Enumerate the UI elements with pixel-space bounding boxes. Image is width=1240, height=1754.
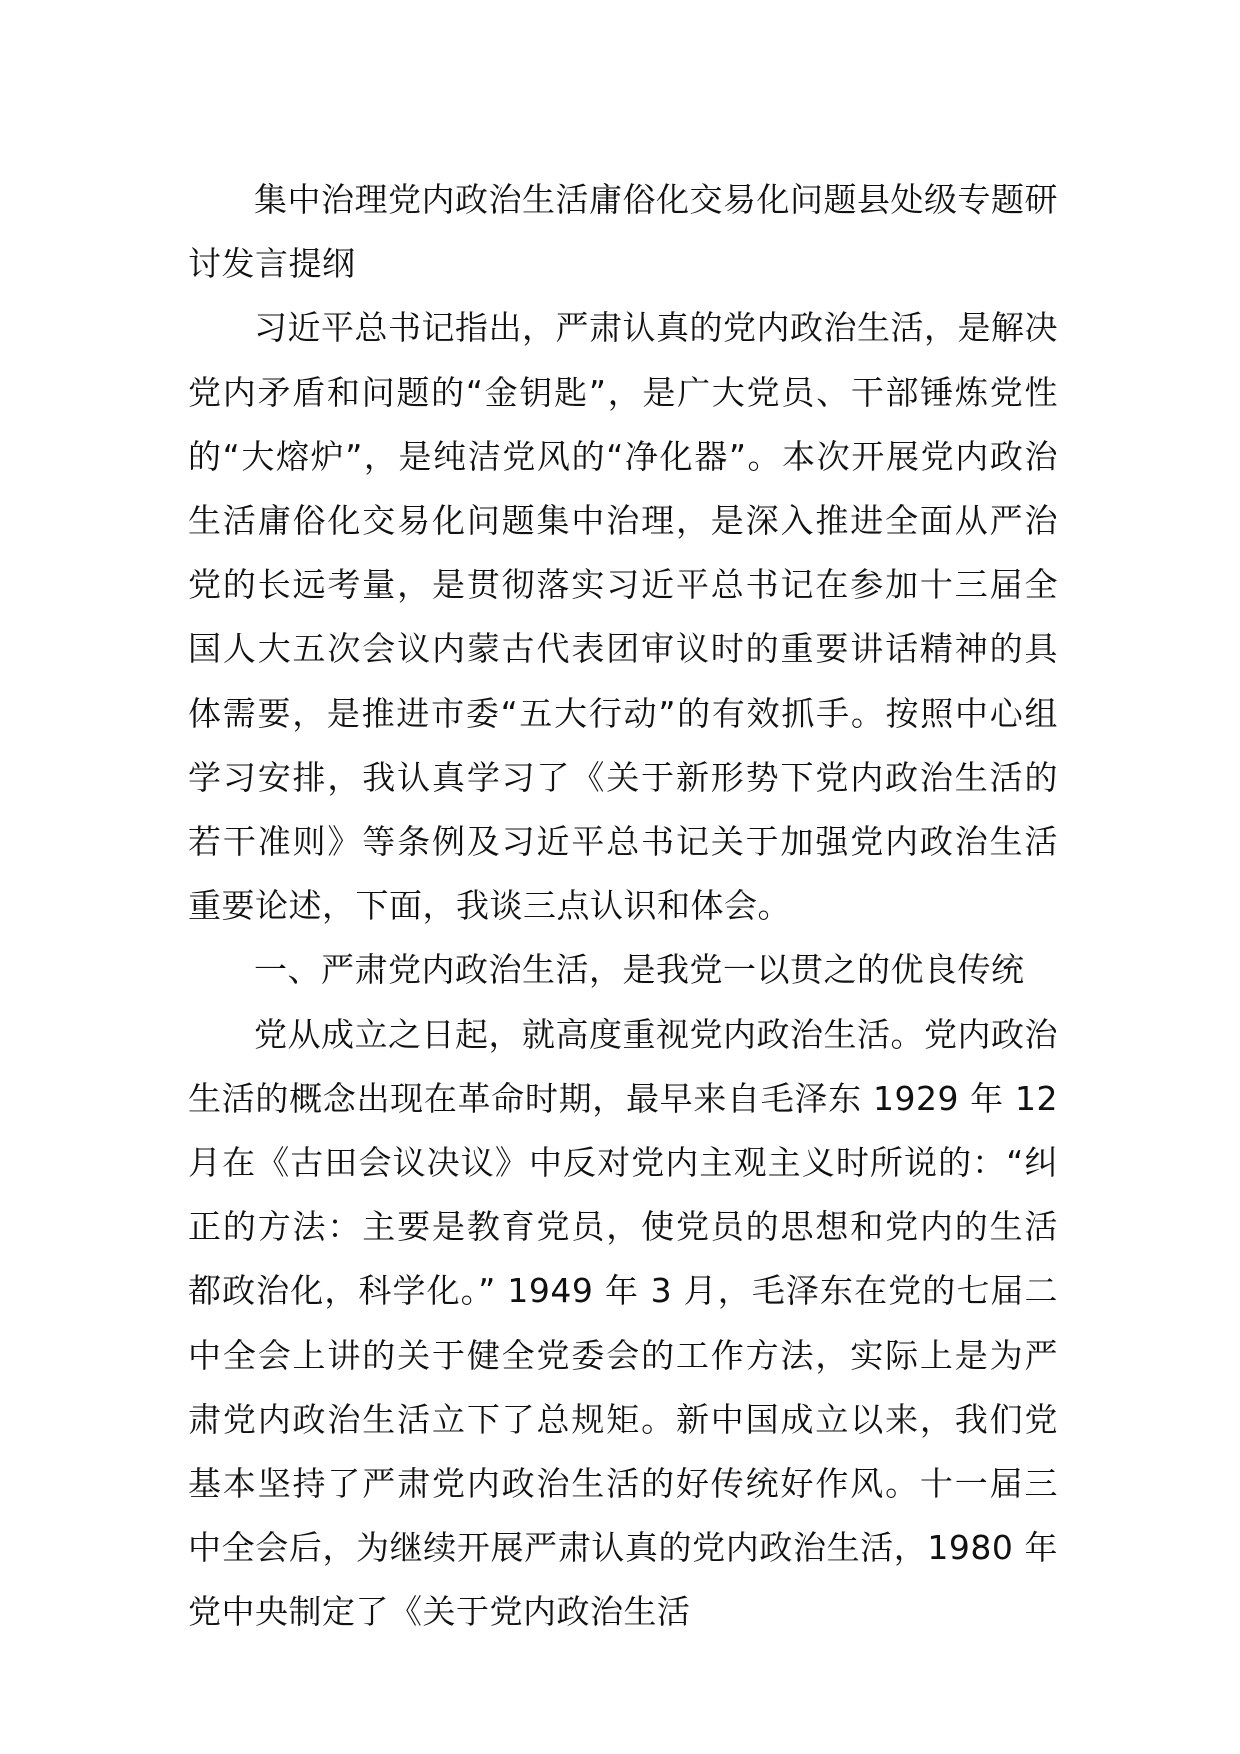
section-heading-1: 一、严肃党内政治生活，是我党一以贯之的优良传统 [254, 950, 1025, 990]
document-title: 集中治理党内政治生活庸俗化交易化问题县处级专题研讨发言提纲 [188, 180, 1058, 284]
document-body [188, 168, 1058, 1645]
section-1-paragraph: 党从成立之日起，就高度重视党内政治生活。党内政治生活的概念出现在革命时期，最早来自毛泽东 1929 年 12 月在《古田会议决议》中反对党内主观主义时所说的：“纠正的方法：主要是教育党员，使党员的思想和党内的生活都政治化，科学化。” 1949 年 3 月，毛泽东在党的七届二中全会上讲的关于健全党委会的工作方法，实际上是为严肃党内政治生活立下了总规矩。新中国成立以来，我们党基本坚持了严肃党内政治生活的好传统好作风。十一届三中全会后，为继续开展严肃认真的党内政治生活，1980 年党中央制定了《关于党内政治生活 [188, 1014, 1058, 1632]
intro-paragraph: 习近平总书记指出，严肃认真的党内政治生活，是解决党内矛盾和问题的“金钥匙”，是广大党员、干部锤炼党性的“大熔炉”，是纯洁党风的“净化器”。本次开展党内政治生活庸俗化交易化问题集中治理，是深入推进全面从严治党的长远考量，是贯彻落实习近平总书记在参加十三届全国人大五次会议内蒙古代表团审议时的重要讲话精神的具体需要，是推进市委“五大行动”的有效抓手。按照中心组学习安排，我认真学习了《关于新形势下党内政治生活的若干准则》等条例及习近平总书记关于加强党内政治生活重要论述，下面，我谈三点认识和体会。 [188, 308, 1058, 926]
